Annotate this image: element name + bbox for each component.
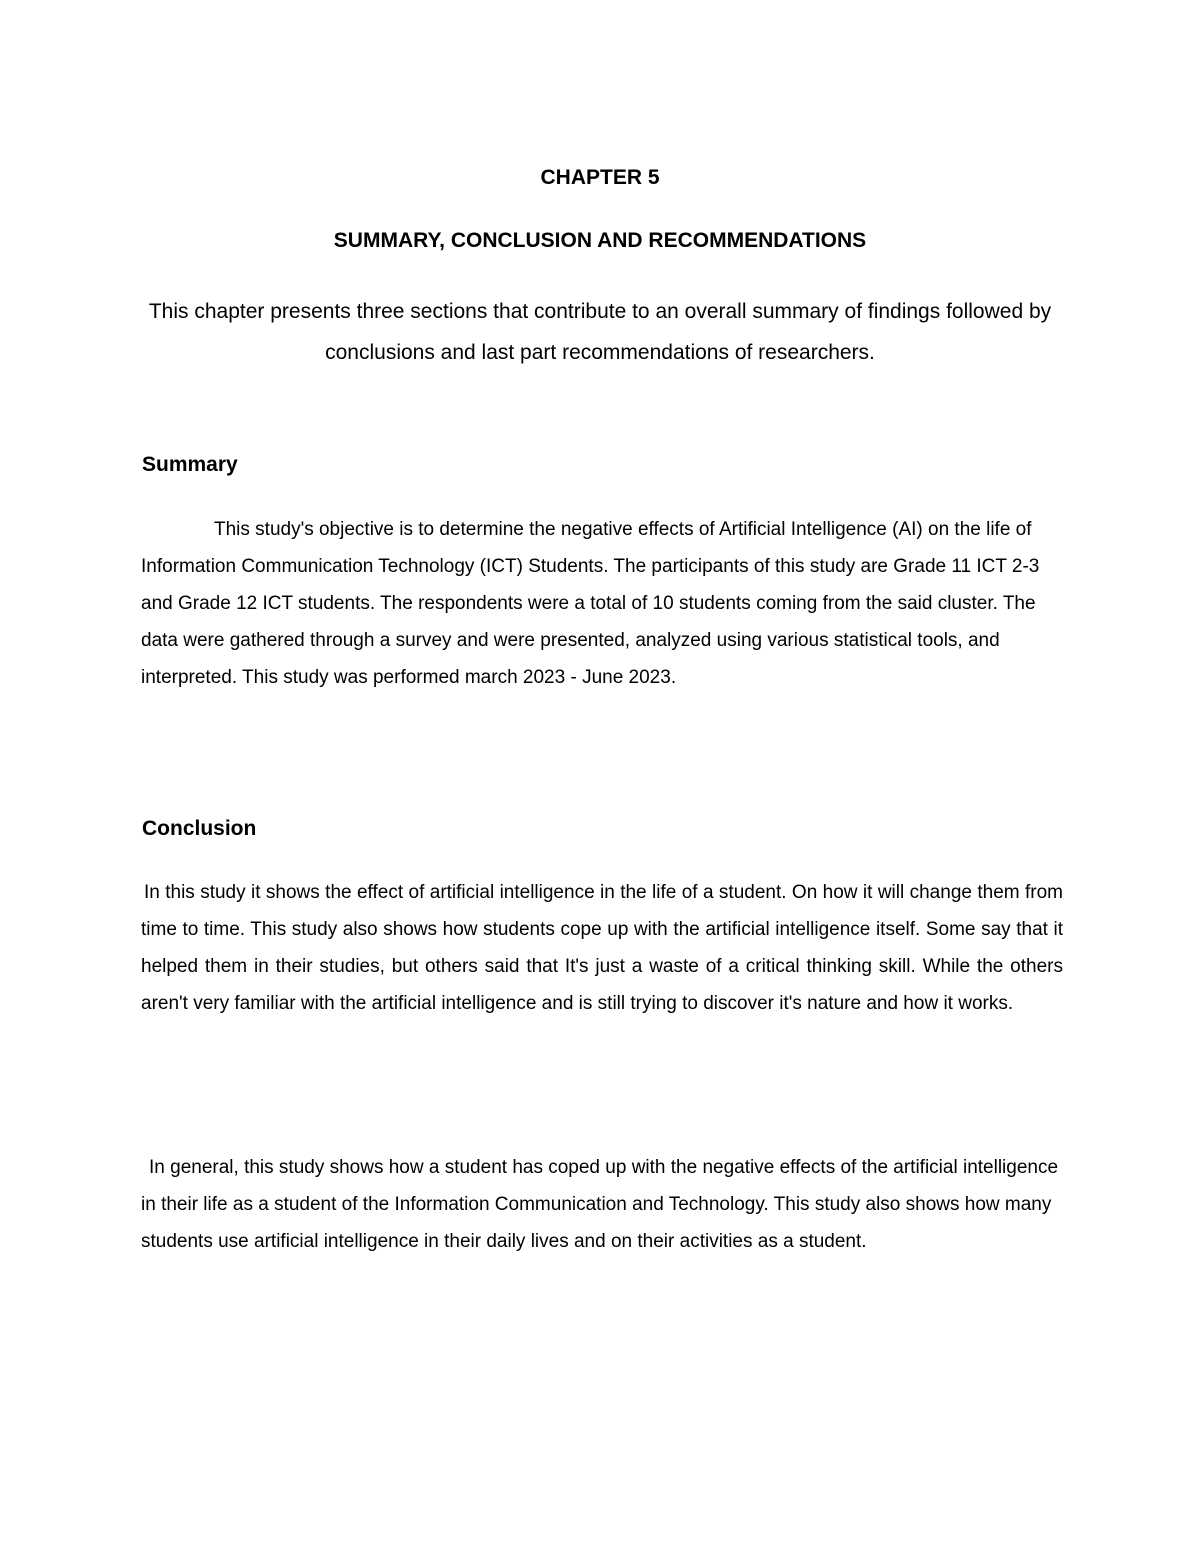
chapter-intro-paragraph: This chapter presents three sections that contribute to an overall summary of findings followed by conclusions and last part recommendations of researchers.: [148, 300, 1052, 364]
summary-paragraph: This study's objective is to determine the negative effects of Artificial Intelligence (AI) on the life of Information Communication Technology (ICT) Students. The participants of this study are Grade 11 ICT 2-3 and Grade 12 ICT students. The respondents were a total of 10 students coming from the said cluster. The data were gathered through a survey and were presented, analyzed using various statistical tools, and interpreted. This study was performed march 2023 - June 2023.: [141, 519, 1040, 688]
general-conclusion-paragraph: In general, this study shows how a student has coped up with the negative effects of the artificial intelligence in their life as a student of the Information Communication and Technology. This study also shows how many students use artificial intelligence in their daily lives and on their activities as a student.: [141, 1157, 1059, 1252]
conclusion-heading: Conclusion: [142, 817, 257, 840]
chapter-title: SUMMARY, CONCLUSION AND RECOMMENDATIONS: [333, 229, 867, 252]
chapter-number: CHAPTER 5: [540, 166, 660, 189]
conclusion-paragraph: In this study it shows the effect of artificial intelligence in the life of a student. On how it will change them from time to time. This study also shows how students cope up with the artificial intelligence itself. Some say that it helped them in their studies, but others said that It's just a waste of a critical thinking skill. While the others aren't very familiar with the artificial intelligence and is still trying to discover it's nature and how it works.: [141, 882, 1063, 1014]
summary-heading: Summary: [142, 453, 238, 476]
